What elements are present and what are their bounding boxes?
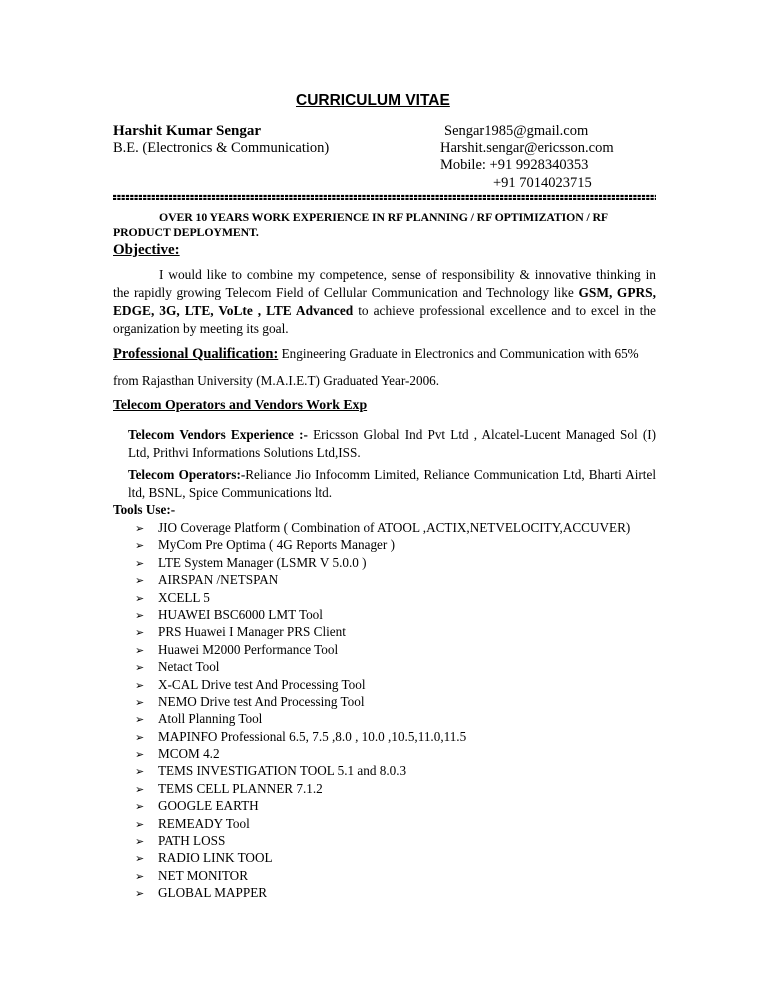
objective-text-b: to achieve professional excellence and to excel in the organization by meeting its goal.	[113, 303, 657, 336]
tool-name: RADIO LINK TOOL	[158, 850, 273, 866]
tool-name: REMEADY Tool	[158, 815, 250, 831]
vendors-experience	[128, 426, 656, 462]
arrow-bullet-icon: ➢	[135, 765, 145, 779]
arrow-bullet-icon: ➢	[135, 626, 145, 640]
arrow-bullet-icon: ➢	[135, 782, 145, 796]
list-item	[135, 745, 630, 762]
arrow-bullet-icon: ➢	[135, 730, 145, 744]
list-item	[135, 728, 630, 745]
operators-label: Telecom Operators:-	[128, 467, 246, 482]
experience-highlight: OVER 10 YEARS WORK EXPERIENCE IN RF PLANNING / RF OPTIMIZATION / RF PRODUCT DEPLOYMENT.	[113, 210, 608, 239]
arrow-bullet-icon: ➢	[135, 748, 145, 762]
list-item	[135, 641, 630, 658]
list-item	[135, 676, 630, 693]
list-item	[135, 815, 630, 832]
objective-heading: Objective:	[113, 242, 180, 258]
tool-name: Huawei M2000 Performance Tool	[158, 641, 339, 657]
arrow-bullet-icon: ➢	[135, 643, 145, 657]
tool-name: MAPINFO Professional 6.5, 7.5 ,8.0 , 10.0 ,10.5,11.0,11.5	[158, 728, 467, 744]
header-divider	[113, 192, 656, 202]
tool-name: Netact Tool	[158, 659, 220, 675]
tool-name: GLOBAL MAPPER	[158, 885, 268, 901]
arrow-bullet-icon: ➢	[135, 869, 145, 883]
mobile-primary: Mobile: +91 9928340353	[440, 157, 589, 173]
candidate-degree: B.E. (Electronics & Communication)	[113, 140, 330, 156]
arrow-bullet-icon: ➢	[135, 591, 145, 605]
vendors-label: Telecom Vendors Experience :-	[128, 427, 308, 442]
list-item	[135, 780, 630, 797]
operators-text: Reliance Jio Infocomm Limited, Reliance Communication Ltd, Bharti Airtel ltd, BSNL, Spice Communications ltd.	[128, 467, 656, 500]
tool-name: NEMO Drive test And Processing Tool	[158, 693, 365, 709]
tool-name: X-CAL Drive test And Processing Tool	[158, 676, 366, 692]
arrow-bullet-icon: ➢	[135, 522, 145, 535]
qualification-line1: Engineering Graduate in Electronics and Communication with 65%	[278, 346, 639, 361]
list-item	[135, 606, 630, 623]
tool-name: Atoll Planning Tool	[158, 711, 263, 727]
tool-name: TEMS INVESTIGATION TOOL 5.1 and 8.0.3	[158, 763, 407, 779]
tool-name: GOOGLE EARTH	[158, 798, 259, 814]
list-item	[135, 519, 630, 536]
page-title: CURRICULUM VITAE	[296, 92, 450, 109]
list-item	[135, 623, 630, 640]
tool-name: HUAWEI BSC6000 LMT Tool	[158, 606, 323, 622]
objective-tech: GSM, GPRS, EDGE, 3G, LTE, VoLte , LTE Advanced	[113, 285, 656, 318]
tool-name: PRS Huawei I Manager PRS Client	[158, 624, 346, 640]
list-item	[135, 832, 630, 849]
arrow-bullet-icon: ➢	[135, 835, 145, 849]
arrow-bullet-icon: ➢	[135, 608, 145, 622]
list-item	[135, 554, 630, 571]
tool-name: NET MONITOR	[158, 867, 248, 883]
arrow-bullet-icon: ➢	[135, 661, 145, 675]
arrow-bullet-icon: ➢	[135, 574, 145, 588]
list-item	[135, 658, 630, 675]
candidate-name: Harshit Kumar Sengar	[113, 123, 262, 139]
objective-text-a: I would like to combine my competence, sense of responsibility & innovative thinking in the rapidly growing Telecom Field of Cellular Communication and Technology like	[113, 267, 656, 300]
list-item	[135, 693, 630, 710]
tool-name: JIO Coverage Platform ( Combination of ATOOL ,ACTIX,NETVELOCITY,ACCUVER)	[158, 520, 631, 535]
tool-name: TEMS CELL PLANNER 7.1.2	[158, 780, 323, 796]
mobile-secondary: +91 7014023715	[493, 175, 592, 191]
email-primary: Sengar1985@gmail.com	[444, 123, 589, 139]
list-item	[135, 884, 630, 901]
arrow-bullet-icon: ➢	[135, 695, 145, 709]
arrow-bullet-icon: ➢	[135, 713, 145, 727]
tool-name: AIRSPAN /NETSPAN	[158, 572, 279, 588]
list-item	[135, 849, 630, 866]
list-item	[135, 571, 630, 588]
objective-text	[113, 266, 656, 338]
tool-name: MCOM 4.2	[158, 746, 220, 762]
list-item	[135, 867, 630, 884]
tool-name: PATH LOSS	[158, 833, 226, 849]
qualification	[113, 345, 673, 363]
list-item	[135, 797, 630, 814]
tool-name: MyCom Pre Optima ( 4G Reports Manager )	[158, 537, 395, 553]
list-item	[135, 536, 630, 553]
qualification-line2: from Rajasthan University (M.A.I.E.T) Graduated Year-2006.	[113, 373, 440, 388]
list-item	[135, 589, 630, 606]
vendors-text: Ericsson Global Ind Pvt Ltd , Alcatel-Lucent Managed Sol (I) Ltd, Prithvi Informations Solutions Ltd,ISS.	[128, 427, 656, 460]
experience-heading: Telecom Operators and Vendors Work Exp	[113, 397, 368, 412]
arrow-bullet-icon: ➢	[135, 817, 145, 831]
arrow-bullet-icon: ➢	[135, 539, 145, 553]
arrow-bullet-icon: ➢	[135, 556, 145, 570]
list-item	[135, 762, 630, 779]
operators-experience	[128, 466, 656, 502]
tools-heading: Tools Use:-	[113, 502, 176, 517]
arrow-bullet-icon: ➢	[135, 678, 145, 692]
tool-name: XCELL 5	[158, 589, 210, 605]
divider-line	[113, 192, 656, 202]
arrow-bullet-icon: ➢	[135, 887, 145, 901]
arrow-bullet-icon: ➢	[135, 800, 145, 814]
tool-name: LTE System Manager (LSMR V 5.0.0 )	[158, 554, 367, 570]
tools-list	[135, 519, 630, 902]
email-work: Harshit.sengar@ericsson.com	[440, 140, 614, 156]
qualification-label: Professional Qualification:	[113, 346, 279, 362]
list-item	[135, 710, 630, 727]
arrow-bullet-icon: ➢	[135, 852, 145, 866]
